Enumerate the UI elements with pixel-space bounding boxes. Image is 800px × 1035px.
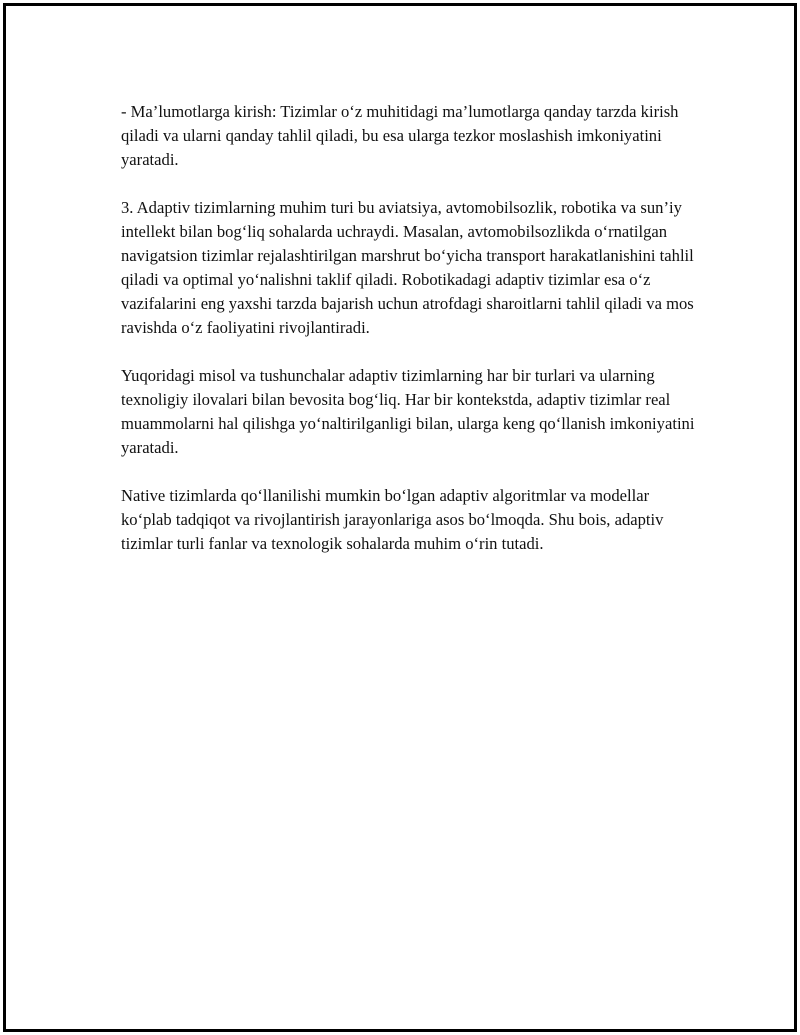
document-body <box>121 100 696 580</box>
page-frame <box>3 3 797 1032</box>
paragraph-adaptive-types: 3. Adaptiv tizimlarning muhim turi bu aviatsiya, avtomobilsozlik, robotika va sun’iy intellekt bilan bog‘liq sohalarda uchraydi. Masalan, avtomobilsozlikda o‘rnatilgan navigatsion tizimlar rejalashtirilgan marshrut bo‘yicha transport harakatlanishini tahlil qiladi va optimal yo‘nalishni taklif qiladi. Robotikadagi adaptiv tizimlar esa o‘z vazifalarini eng yaxshi tarzda bajarish uchun atrofdagi sharoitlarni tahlil qiladi va mos ravishda o‘z faoliyatini rivojlantiradi. <box>121 198 694 337</box>
paragraph-concepts: Yuqoridagi misol va tushunchalar adaptiv tizimlarning har bir turlari va ularning texnoligiy ilovalari bilan bevosita bog‘liq. Har bir kontekstda, adaptiv tizimlar real muammolarni hal qilishga yo‘naltirilganligi bilan, ularga keng qo‘llanish imkoniyatini yaratadi. <box>121 366 695 457</box>
paragraph-data-access: - Ma’lumotlarga kirish: Tizimlar o‘z muhitidagi ma’lumotlarga qanday tarzda kirish qiladi va ularni qanday tahlil qiladi, bu esa ularga tezkor moslashish imkoniyatini yaratadi. <box>121 102 679 169</box>
paragraph-native-systems: Native tizimlarda qo‘llanilishi mumkin bo‘lgan adaptiv algoritmlar va modellar ko‘plab tadqiqot va rivojlantirish jarayonlariga asos bo‘lmoqda. Shu bois, adaptiv tizimlar turli fanlar va texnologik sohalarda muhim o‘rin tutadi. <box>121 486 664 553</box>
